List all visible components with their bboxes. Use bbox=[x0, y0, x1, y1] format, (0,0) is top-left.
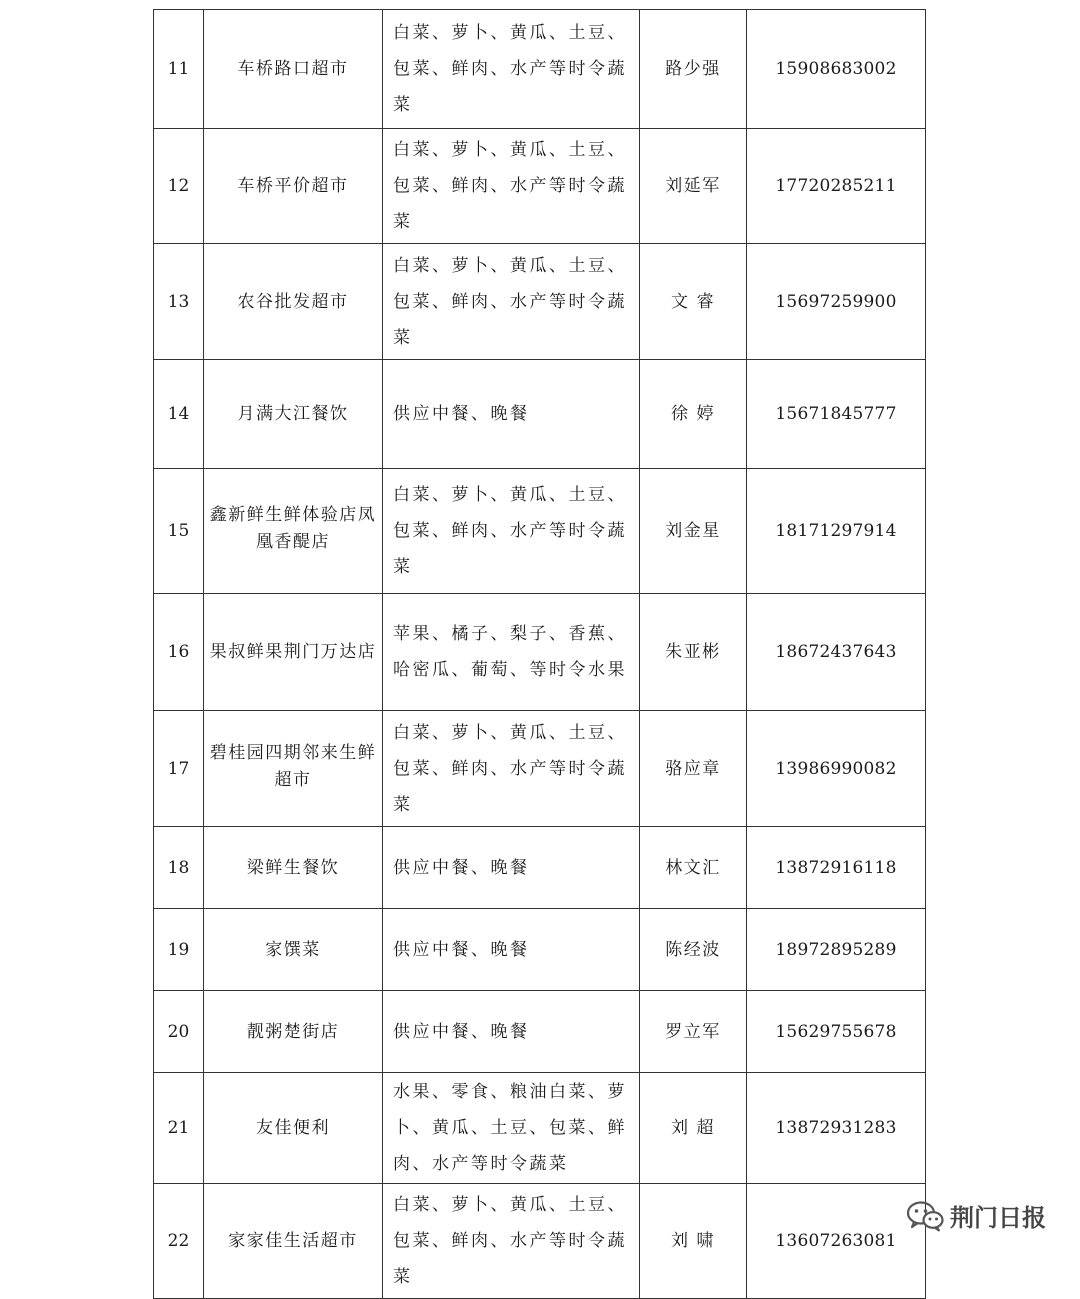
store-name: 农谷批发超市 bbox=[237, 291, 349, 312]
phone-number-cell bbox=[747, 711, 926, 827]
store-name: 果叔鲜果荆门万达店 bbox=[209, 642, 377, 662]
goods-description-cell bbox=[383, 711, 640, 827]
goods-description-cell bbox=[383, 360, 640, 469]
table-row bbox=[154, 991, 926, 1073]
row-number-cell bbox=[154, 469, 204, 594]
row-number: 18 bbox=[167, 857, 190, 878]
table-row bbox=[154, 129, 926, 244]
goods-description-cell bbox=[383, 991, 640, 1073]
contact-person-cell bbox=[640, 244, 747, 360]
goods-description: 供应中餐、晚餐 bbox=[393, 939, 530, 960]
phone-number: 15697259900 bbox=[775, 291, 897, 312]
goods-description-cell bbox=[383, 1184, 640, 1299]
phone-number-cell bbox=[747, 909, 926, 991]
row-number-cell bbox=[154, 129, 204, 244]
table-row bbox=[154, 1184, 926, 1299]
table-row bbox=[154, 1073, 926, 1184]
contact-person: 刘 超 bbox=[671, 1118, 715, 1138]
contact-person-cell bbox=[640, 711, 747, 827]
goods-description: 供应中餐、晚餐 bbox=[393, 404, 530, 424]
row-number-cell bbox=[154, 1073, 204, 1184]
phone-number: 18672437643 bbox=[775, 642, 897, 662]
contact-person: 文 睿 bbox=[671, 291, 715, 312]
store-name: 家家佳生活超市 bbox=[228, 1231, 358, 1251]
goods-description: 水果、零食、粮油白菜、萝 卜、黄瓜、土豆、包菜、鲜 肉、水产等时令蔬菜 bbox=[393, 1082, 627, 1174]
contact-person-cell bbox=[640, 10, 747, 129]
goods-description: 白菜、萝卜、黄瓜、土豆、 包菜、鲜肉、水产等时令蔬 菜 bbox=[393, 485, 627, 577]
table-row bbox=[154, 827, 926, 909]
wechat-icon bbox=[906, 1200, 944, 1232]
store-name: 友佳便利 bbox=[256, 1118, 330, 1138]
phone-number: 18171297914 bbox=[775, 521, 897, 541]
contact-person: 林文汇 bbox=[665, 857, 721, 878]
goods-description: 白菜、萝卜、黄瓜、土豆、 包菜、鲜肉、水产等时令蔬 菜 bbox=[393, 140, 627, 232]
row-number: 19 bbox=[167, 939, 190, 960]
row-number-cell bbox=[154, 909, 204, 991]
goods-description: 白菜、萝卜、黄瓜、土豆、 包菜、鲜肉、水产等时令蔬 菜 bbox=[393, 1195, 627, 1287]
contact-person-cell bbox=[640, 469, 747, 594]
store-name: 车桥平价超市 bbox=[237, 176, 349, 196]
goods-description: 供应中餐、晚餐 bbox=[393, 1021, 530, 1042]
row-number-cell bbox=[154, 10, 204, 129]
table-row bbox=[154, 244, 926, 360]
store-name-cell bbox=[204, 711, 383, 827]
store-name-cell bbox=[204, 469, 383, 594]
goods-description-cell bbox=[383, 827, 640, 909]
row-number-cell bbox=[154, 827, 204, 909]
contact-person-cell bbox=[640, 991, 747, 1073]
contact-person: 路少强 bbox=[665, 59, 721, 79]
store-name-cell bbox=[204, 10, 383, 129]
phone-number: 15671845777 bbox=[775, 404, 897, 424]
store-name-cell bbox=[204, 991, 383, 1073]
phone-number: 15629755678 bbox=[775, 1021, 897, 1042]
goods-description-cell bbox=[383, 909, 640, 991]
store-name-cell bbox=[204, 1073, 383, 1184]
goods-description-cell bbox=[383, 244, 640, 360]
phone-number-cell bbox=[747, 244, 926, 360]
contact-person-cell bbox=[640, 827, 747, 909]
contact-person: 陈经波 bbox=[665, 939, 721, 960]
contact-person: 刘 啸 bbox=[671, 1231, 715, 1251]
row-number: 22 bbox=[167, 1231, 190, 1251]
phone-number-cell bbox=[747, 469, 926, 594]
store-name: 靓粥楚街店 bbox=[246, 1021, 340, 1042]
phone-number: 13607263081 bbox=[775, 1231, 897, 1251]
watermark bbox=[906, 1198, 1046, 1233]
phone-number-cell bbox=[747, 594, 926, 711]
store-name-cell bbox=[204, 594, 383, 711]
row-number-cell bbox=[154, 991, 204, 1073]
phone-number-cell bbox=[747, 1184, 926, 1299]
contact-person: 刘金星 bbox=[665, 521, 721, 541]
table-row bbox=[154, 360, 926, 469]
phone-number: 13986990082 bbox=[775, 758, 897, 779]
store-name-cell bbox=[204, 1184, 383, 1299]
store-name-cell bbox=[204, 827, 383, 909]
store-table bbox=[153, 9, 926, 1299]
contact-person: 刘延军 bbox=[665, 176, 721, 196]
goods-description: 苹果、橘子、梨子、香蕉、 哈密瓜、葡萄、等时令水果 bbox=[393, 624, 627, 680]
phone-number: 13872931283 bbox=[775, 1118, 897, 1138]
goods-description: 供应中餐、晚餐 bbox=[393, 857, 530, 878]
goods-description-cell bbox=[383, 469, 640, 594]
goods-description-cell bbox=[383, 1073, 640, 1184]
contact-person-cell bbox=[640, 129, 747, 244]
row-number-cell bbox=[154, 244, 204, 360]
goods-description-cell bbox=[383, 129, 640, 244]
row-number: 17 bbox=[167, 758, 190, 779]
phone-number: 13872916118 bbox=[775, 857, 897, 878]
phone-number-cell bbox=[747, 991, 926, 1073]
phone-number-cell bbox=[747, 360, 926, 469]
contact-person: 罗立军 bbox=[665, 1021, 721, 1042]
store-name: 家馔菜 bbox=[265, 939, 321, 960]
row-number: 20 bbox=[167, 1021, 190, 1042]
store-name: 月满大江餐饮 bbox=[237, 404, 349, 424]
contact-person-cell bbox=[640, 1184, 747, 1299]
goods-description-cell bbox=[383, 10, 640, 129]
phone-number: 17720285211 bbox=[775, 176, 897, 196]
phone-number: 15908683002 bbox=[775, 59, 897, 79]
row-number: 16 bbox=[167, 642, 190, 662]
row-number: 15 bbox=[167, 521, 190, 541]
table-body bbox=[154, 10, 926, 1299]
goods-description: 白菜、萝卜、黄瓜、土豆、 包菜、鲜肉、水产等时令蔬 菜 bbox=[393, 722, 627, 815]
row-number: 12 bbox=[167, 176, 190, 196]
table-row bbox=[154, 594, 926, 711]
row-number-cell bbox=[154, 360, 204, 469]
store-name-cell bbox=[204, 129, 383, 244]
table-row bbox=[154, 469, 926, 594]
store-name: 车桥路口超市 bbox=[237, 59, 349, 79]
row-number-cell bbox=[154, 1184, 204, 1299]
store-name: 碧桂园四期邻来生鲜超市 bbox=[209, 742, 377, 790]
contact-person-cell bbox=[640, 1073, 747, 1184]
row-number: 14 bbox=[167, 404, 190, 424]
row-number: 13 bbox=[167, 291, 190, 312]
row-number-cell bbox=[154, 594, 204, 711]
store-name-cell bbox=[204, 244, 383, 360]
store-name: 梁鲜生餐饮 bbox=[246, 857, 340, 878]
contact-person: 朱亚彬 bbox=[665, 642, 721, 662]
goods-description: 白菜、萝卜、黄瓜、土豆、 包菜、鲜肉、水产等时令蔬 菜 bbox=[393, 23, 627, 115]
contact-person: 徐 婷 bbox=[671, 404, 715, 424]
table-row bbox=[154, 10, 926, 129]
store-name-cell bbox=[204, 909, 383, 991]
table-row bbox=[154, 909, 926, 991]
phone-number: 18972895289 bbox=[775, 939, 897, 960]
phone-number-cell bbox=[747, 129, 926, 244]
contact-person-cell bbox=[640, 360, 747, 469]
contact-person: 骆应章 bbox=[665, 758, 721, 779]
goods-description: 白菜、萝卜、黄瓜、土豆、 包菜、鲜肉、水产等时令蔬 菜 bbox=[393, 255, 627, 348]
watermark-text: 荆门日报 bbox=[950, 1204, 1046, 1232]
row-number-cell bbox=[154, 711, 204, 827]
contact-person-cell bbox=[640, 594, 747, 711]
store-name-cell bbox=[204, 360, 383, 469]
goods-description-cell bbox=[383, 594, 640, 711]
phone-number-cell bbox=[747, 10, 926, 129]
store-name: 鑫新鲜生鲜体验店凤凰香醍店 bbox=[209, 505, 377, 552]
table-row bbox=[154, 711, 926, 827]
phone-number-cell bbox=[747, 1073, 926, 1184]
row-number: 11 bbox=[167, 59, 190, 79]
phone-number-cell bbox=[747, 827, 926, 909]
contact-person-cell bbox=[640, 909, 747, 991]
row-number: 21 bbox=[167, 1118, 190, 1138]
